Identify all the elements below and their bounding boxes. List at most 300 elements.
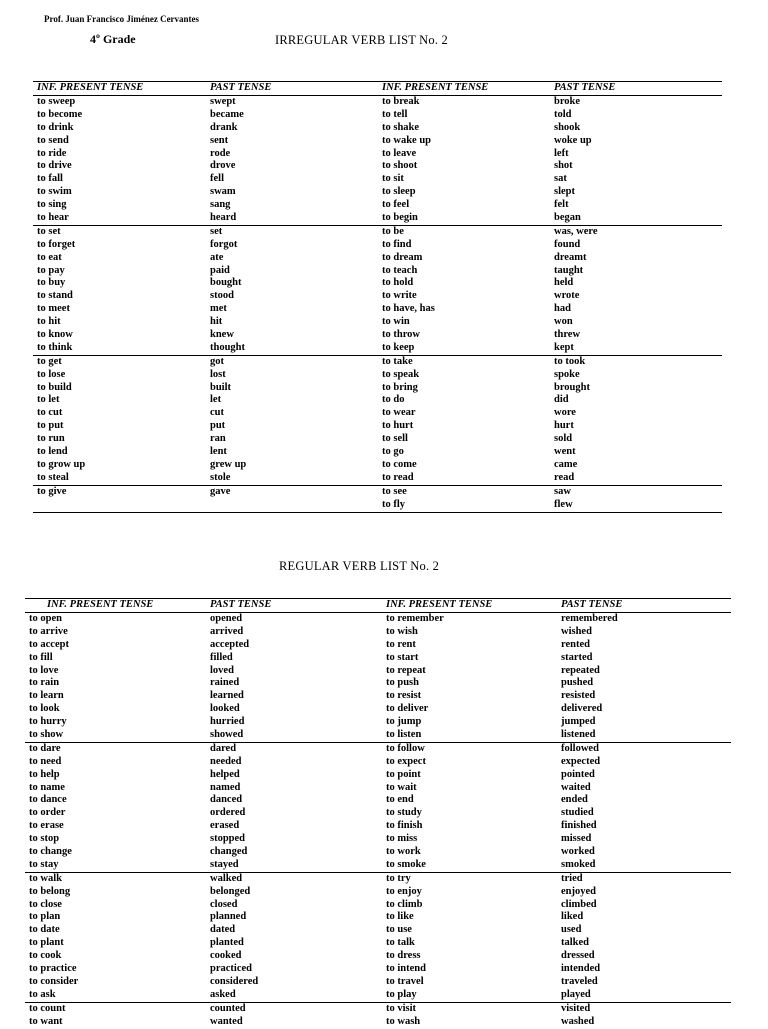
verb-group <box>33 226 722 356</box>
column-header: INF. PRESENT TENSE <box>37 82 144 93</box>
past-tense-cell: stood <box>210 290 234 302</box>
past-tense-cell: forgot <box>210 238 238 250</box>
past-tense-cell: asked <box>210 988 236 1000</box>
table-row <box>25 911 731 924</box>
infinitive-cell: to open <box>29 613 62 624</box>
past-tense-cell: thought <box>210 341 246 353</box>
infinitive-cell: to repeat <box>386 664 426 676</box>
table-row <box>33 394 722 407</box>
past-tense-cell: practiced <box>210 963 252 975</box>
table-row <box>25 886 731 899</box>
infinitive-cell: to think <box>37 341 73 353</box>
infinitive-cell: to write <box>382 290 417 302</box>
infinitive-cell: to play <box>386 988 417 1000</box>
infinitive-cell: to close <box>29 898 62 910</box>
past-tense-cell: lost <box>210 368 226 380</box>
infinitive-cell: to like <box>386 911 414 923</box>
infinitive-cell: to pay <box>37 264 65 276</box>
infinitive-cell: to change <box>29 846 72 858</box>
infinitive-cell: to erase <box>29 820 64 832</box>
infinitive-cell: to consider <box>29 975 79 987</box>
past-tense-cell: built <box>210 381 232 393</box>
past-tense-cell: waited <box>561 781 591 793</box>
past-tense-cell: showed <box>210 729 244 741</box>
table-row <box>33 499 722 512</box>
regular-verb-table <box>25 598 731 1029</box>
past-tense-cell: sent <box>210 134 229 146</box>
infinitive-cell: to throw <box>382 329 421 341</box>
verb-group <box>25 613 731 743</box>
infinitive-cell: to drive <box>37 160 72 172</box>
infinitive-cell: to lend <box>37 446 68 458</box>
past-tense-cell: looked <box>210 703 240 715</box>
past-tense-cell: dated <box>210 924 236 936</box>
infinitive-cell: to order <box>29 807 66 819</box>
past-tense-cell: enjoyed <box>561 885 596 897</box>
past-tense-cell: shot <box>554 160 573 172</box>
past-tense-cell: came <box>554 458 578 470</box>
table-row <box>25 989 731 1002</box>
past-tense-cell: slept <box>554 186 575 198</box>
infinitive-cell: to give <box>37 485 67 497</box>
infinitive-cell: to hold <box>382 277 414 289</box>
past-tense-cell: erased <box>210 820 240 832</box>
table-row <box>25 820 731 833</box>
infinitive-cell: to resist <box>386 690 422 702</box>
table-row <box>25 1016 731 1029</box>
past-tense-cell: helped <box>210 768 240 780</box>
infinitive-cell: to get <box>37 355 62 367</box>
past-tense-cell: ate <box>210 251 224 263</box>
table-row <box>33 96 722 109</box>
past-tense-cell: rained <box>210 677 240 689</box>
past-tense-cell: sold <box>554 433 573 445</box>
table-row <box>33 303 722 316</box>
infinitive-cell: to sweep <box>37 96 76 107</box>
infinitive-cell: to hurry <box>29 716 67 728</box>
infinitive-cell: to wash <box>386 1015 421 1027</box>
past-tense-cell: had <box>554 303 571 315</box>
table-row <box>33 135 722 148</box>
table-row <box>25 873 731 886</box>
past-tense-cell: considered <box>210 975 259 987</box>
infinitive-cell: to break <box>382 96 420 107</box>
table-row <box>25 703 731 716</box>
infinitive-cell: to swim <box>37 186 72 198</box>
table-row <box>33 459 722 472</box>
infinitive-cell: to wear <box>382 407 416 419</box>
past-tense-cell: gave <box>210 485 231 497</box>
infinitive-cell: to feel <box>382 199 410 211</box>
past-tense-cell: planted <box>210 937 244 949</box>
table-row <box>33 486 722 499</box>
past-tense-cell: felt <box>554 199 569 211</box>
past-tense-cell: grew up <box>210 458 247 470</box>
infinitive-cell: to walk <box>29 872 62 884</box>
column-header: INF. PRESENT TENSE <box>386 599 493 610</box>
infinitive-cell: to point <box>386 768 421 780</box>
past-tense-cell: dared <box>210 742 237 754</box>
infinitive-cell: to sit <box>382 173 404 185</box>
infinitive-cell: to eat <box>37 251 62 263</box>
past-tense-cell: went <box>554 446 576 458</box>
infinitive-cell: to read <box>382 471 414 483</box>
infinitive-cell: to become <box>37 108 83 120</box>
infinitive-cell: to try <box>386 872 411 884</box>
infinitive-cell: to lose <box>37 368 66 380</box>
infinitive-cell: to wake up <box>382 134 432 146</box>
past-tense-cell: spoke <box>554 368 580 380</box>
past-tense-cell: repeated <box>561 664 600 676</box>
table-row <box>33 122 722 135</box>
past-tense-cell: wrote <box>554 290 580 302</box>
infinitive-cell: to help <box>29 768 60 780</box>
infinitive-cell: to sell <box>382 433 408 445</box>
column-header: PAST TENSE <box>554 82 616 93</box>
past-tense-cell: washed <box>561 1015 595 1027</box>
infinitive-cell: to hurt <box>382 420 414 432</box>
past-tense-cell: was, were <box>554 225 598 237</box>
past-tense-cell: paid <box>210 264 230 276</box>
past-tense-cell: met <box>210 303 227 315</box>
verb-group <box>25 1003 731 1029</box>
past-tense-cell: stopped <box>210 833 246 845</box>
infinitive-cell: to end <box>386 794 414 806</box>
infinitive-cell: to use <box>386 924 412 936</box>
past-tense-cell: held <box>554 277 574 289</box>
infinitive-cell: to smoke <box>386 858 426 870</box>
infinitive-cell: to work <box>386 846 421 858</box>
column-header: PAST TENSE <box>210 599 272 610</box>
infinitive-cell: to miss <box>386 833 418 845</box>
table-row <box>25 950 731 963</box>
past-tense-cell: resisted <box>561 690 596 702</box>
infinitive-cell: to take <box>382 355 413 367</box>
table-row <box>33 342 722 355</box>
past-tense-cell: let <box>210 394 222 406</box>
table-row <box>33 420 722 433</box>
past-tense-cell: listened <box>561 729 596 741</box>
past-tense-cell: brought <box>554 381 590 393</box>
table-header <box>25 598 731 613</box>
past-tense-cell: dressed <box>561 950 595 962</box>
infinitive-cell: to accept <box>29 638 69 650</box>
past-tense-cell: jumped <box>561 716 596 728</box>
infinitive-cell: to fill <box>29 651 53 663</box>
past-tense-cell: found <box>554 238 581 250</box>
infinitive-cell: to listen <box>386 729 422 741</box>
infinitive-cell: to ride <box>37 147 67 159</box>
past-tense-cell: closed <box>210 898 238 910</box>
verb-group <box>25 743 731 873</box>
table-row <box>33 472 722 485</box>
table-row <box>33 199 722 212</box>
verb-group <box>33 96 722 226</box>
table-row <box>25 963 731 976</box>
infinitive-cell: to date <box>29 924 60 936</box>
past-tense-cell: kept <box>554 341 574 353</box>
table-row <box>33 226 722 239</box>
past-tense-cell: cut <box>210 407 224 419</box>
past-tense-cell: became <box>210 108 244 120</box>
regular-list-title: REGULAR VERB LIST No. 2 <box>279 559 440 573</box>
infinitive-cell: to teach <box>382 264 418 276</box>
table-row <box>33 252 722 265</box>
past-tense-cell: delivered <box>561 703 603 715</box>
infinitive-cell: to practice <box>29 963 77 975</box>
past-tense-cell: woke up <box>554 134 592 146</box>
past-tense-cell: loved <box>210 664 234 676</box>
past-tense-cell: told <box>554 108 572 120</box>
infinitive-cell: to speak <box>382 368 420 380</box>
past-tense-cell: fell <box>210 173 224 185</box>
past-tense-cell: named <box>210 781 241 793</box>
past-tense-cell: pushed <box>561 677 594 689</box>
infinitive-cell: to send <box>37 134 69 146</box>
table-row <box>25 1003 731 1016</box>
infinitive-cell: to go <box>382 446 404 458</box>
table-row <box>25 756 731 769</box>
table-row <box>25 743 731 756</box>
verb-group <box>25 873 731 1003</box>
infinitive-cell: to hear <box>37 212 69 224</box>
infinitive-cell: to look <box>29 703 60 715</box>
infinitive-cell: to fly <box>382 498 406 510</box>
past-tense-cell: wished <box>561 625 592 637</box>
table-row <box>25 937 731 950</box>
past-tense-cell: filled <box>210 651 233 663</box>
past-tense-cell: swept <box>210 96 236 107</box>
infinitive-cell: to see <box>382 485 407 497</box>
past-tense-cell: remembered <box>561 613 618 624</box>
table-row <box>33 407 722 420</box>
past-tense-cell: left <box>554 147 569 159</box>
column-header: INF. PRESENT TENSE <box>382 82 489 93</box>
table-row <box>25 665 731 678</box>
past-tense-cell: drank <box>210 121 238 133</box>
infinitive-cell: to drink <box>37 121 74 133</box>
column-header: PAST TENSE <box>210 82 272 93</box>
table-row <box>25 833 731 846</box>
past-tense-cell: intended <box>561 963 601 975</box>
past-tense-cell: visited <box>561 1002 591 1014</box>
infinitive-cell: to rain <box>29 677 60 689</box>
table-row <box>33 369 722 382</box>
past-tense-cell: worked <box>561 846 595 858</box>
past-tense-cell: heard <box>210 212 237 224</box>
past-tense-cell: bought <box>210 277 242 289</box>
infinitive-cell: to keep <box>382 341 415 353</box>
table-row <box>25 846 731 859</box>
infinitive-cell: to expect <box>386 755 426 767</box>
table-row <box>25 613 731 626</box>
table-row <box>25 782 731 795</box>
past-tense-cell: followed <box>561 742 599 754</box>
table-row <box>33 109 722 122</box>
infinitive-cell: to come <box>382 458 417 470</box>
infinitive-cell: to bring <box>382 381 418 393</box>
infinitive-cell: to wish <box>386 625 418 637</box>
irregular-list-title: IRREGULAR VERB LIST No. 2 <box>275 33 448 47</box>
past-tense-cell: sang <box>210 199 231 211</box>
past-tense-cell: opened <box>210 613 243 624</box>
infinitive-cell: to plan <box>29 911 61 923</box>
table-row <box>33 239 722 252</box>
table-row <box>25 807 731 820</box>
infinitive-cell: to follow <box>386 742 425 754</box>
table-row <box>25 626 731 639</box>
past-tense-cell: ran <box>210 433 226 445</box>
table-row <box>33 382 722 395</box>
table-row <box>25 677 731 690</box>
infinitive-cell: to travel <box>386 975 424 987</box>
past-tense-cell: won <box>554 316 573 328</box>
table-row <box>33 173 722 186</box>
infinitive-cell: to let <box>37 394 60 406</box>
table-row <box>25 716 731 729</box>
infinitive-cell: to study <box>386 807 422 819</box>
table-row <box>25 899 731 912</box>
past-tense-cell: put <box>210 420 226 432</box>
infinitive-cell: to stand <box>37 290 73 302</box>
infinitive-cell: to win <box>382 316 410 328</box>
column-header: INF. PRESENT TENSE <box>47 599 154 610</box>
past-tense-cell: counted <box>210 1002 246 1014</box>
infinitive-cell: to love <box>29 664 59 676</box>
table-row <box>33 186 722 199</box>
table-row <box>25 690 731 703</box>
past-tense-cell: pointed <box>561 768 595 780</box>
past-tense-cell: talked <box>561 937 590 949</box>
infinitive-cell: to set <box>37 225 61 237</box>
past-tense-cell: wore <box>554 407 576 419</box>
past-tense-cell: tried <box>561 872 583 884</box>
past-tense-cell: studied <box>561 807 594 819</box>
past-tense-cell: walked <box>210 872 243 884</box>
infinitive-cell: to show <box>29 729 64 741</box>
past-tense-cell: wanted <box>210 1015 243 1027</box>
infinitive-cell: to run <box>37 433 65 445</box>
past-tense-cell: dreamt <box>554 251 587 263</box>
past-tense-cell: finished <box>561 820 597 832</box>
table-row <box>33 329 722 342</box>
table-row <box>33 446 722 459</box>
past-tense-cell: broke <box>554 96 581 107</box>
infinitive-cell: to need <box>29 755 62 767</box>
infinitive-cell: to intend <box>386 963 426 975</box>
past-tense-cell: used <box>561 924 582 936</box>
infinitive-cell: to arrive <box>29 625 68 637</box>
past-tense-cell: liked <box>561 911 584 923</box>
past-tense-cell: rode <box>210 147 231 159</box>
infinitive-cell: to dress <box>386 950 421 962</box>
table-row <box>25 924 731 937</box>
infinitive-cell: to enjoy <box>386 885 422 897</box>
past-tense-cell: started <box>561 651 593 663</box>
infinitive-cell: to put <box>37 420 64 432</box>
infinitive-cell: to build <box>37 381 72 393</box>
table-row <box>33 356 722 369</box>
infinitive-cell: to rent <box>386 638 416 650</box>
infinitive-cell: to name <box>29 781 65 793</box>
table-row <box>25 729 731 742</box>
past-tense-cell: missed <box>561 833 592 845</box>
verb-group <box>33 486 722 512</box>
infinitive-cell: to deliver <box>386 703 429 715</box>
infinitive-cell: to dare <box>29 742 61 754</box>
verb-group <box>33 356 722 486</box>
infinitive-cell: to dance <box>29 794 67 806</box>
infinitive-cell: to buy <box>37 277 66 289</box>
infinitive-cell: to cook <box>29 950 62 962</box>
infinitive-cell: to shake <box>382 121 420 133</box>
past-tense-cell: flew <box>554 498 573 510</box>
infinitive-cell: to hit <box>37 316 61 328</box>
infinitive-cell: to meet <box>37 303 70 315</box>
past-tense-cell: taught <box>554 264 584 276</box>
table-row <box>33 290 722 303</box>
author-name: Prof. Juan Francisco Jiménez Cervantes <box>44 14 200 24</box>
table-row <box>25 769 731 782</box>
infinitive-cell: to begin <box>382 212 418 224</box>
grade-label: 4º Grade <box>90 32 136 46</box>
infinitive-cell: to do <box>382 394 405 406</box>
past-tense-cell: smoked <box>561 858 596 870</box>
past-tense-cell: played <box>561 988 591 1000</box>
past-tense-cell: learned <box>210 690 244 702</box>
infinitive-cell: to forget <box>37 238 76 250</box>
table-row <box>33 160 722 173</box>
past-tense-cell: planned <box>210 911 247 923</box>
infinitive-cell: to jump <box>386 716 422 728</box>
infinitive-cell: to climb <box>386 898 423 910</box>
past-tense-cell: saw <box>554 485 571 497</box>
past-tense-cell: to took <box>554 355 586 367</box>
infinitive-cell: to tell <box>382 108 408 120</box>
table-row <box>33 316 722 329</box>
table-row <box>25 794 731 807</box>
infinitive-cell: to fall <box>37 173 63 185</box>
past-tense-cell: belonged <box>210 885 251 897</box>
infinitive-cell: to grow up <box>37 458 86 470</box>
past-tense-cell: arrived <box>210 625 244 637</box>
infinitive-cell: to stay <box>29 858 59 870</box>
past-tense-cell: hurried <box>210 716 245 728</box>
table-row <box>25 652 731 665</box>
past-tense-cell: shook <box>554 121 581 133</box>
past-tense-cell: rented <box>561 638 590 650</box>
infinitive-cell: to finish <box>386 820 423 832</box>
infinitive-cell: to push <box>386 677 419 689</box>
past-tense-cell: stole <box>210 471 231 483</box>
table-row <box>25 859 731 872</box>
past-tense-cell: cooked <box>210 950 242 962</box>
past-tense-cell: got <box>210 355 224 367</box>
past-tense-cell: stayed <box>210 858 239 870</box>
infinitive-cell: to cut <box>37 407 63 419</box>
past-tense-cell: sat <box>554 173 567 185</box>
infinitive-cell: to sing <box>37 199 67 211</box>
past-tense-cell: hit <box>210 316 223 328</box>
past-tense-cell: swam <box>210 186 236 198</box>
infinitive-cell: to shoot <box>382 160 418 172</box>
irregular-verb-table <box>33 81 722 513</box>
infinitive-cell: to know <box>37 329 73 341</box>
past-tense-cell: did <box>554 394 569 406</box>
infinitive-cell: to sleep <box>382 186 416 198</box>
infinitive-cell: to find <box>382 238 412 250</box>
infinitive-cell: to learn <box>29 690 64 702</box>
